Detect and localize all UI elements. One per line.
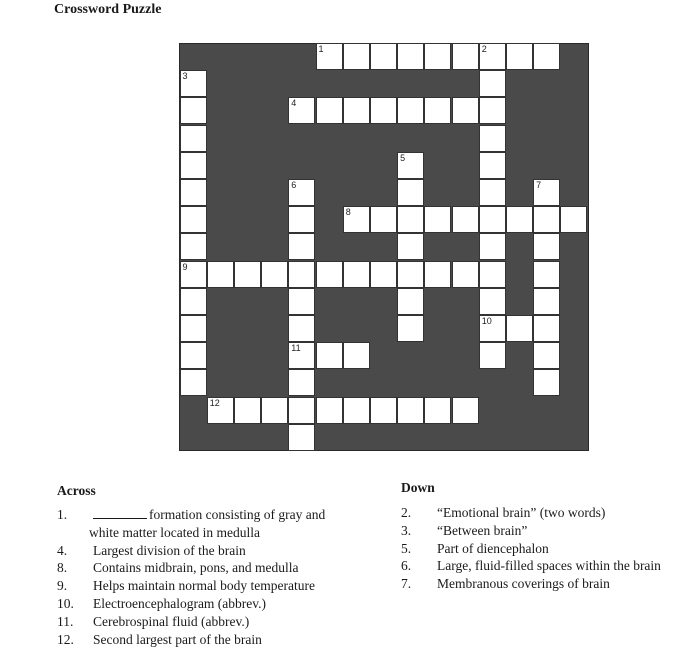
grid-cell[interactable] [180,369,207,396]
clue-text: formation consisting of gray and [149,507,326,522]
grid-cell[interactable] [452,397,479,424]
grid-cell[interactable] [479,97,506,124]
cell-number: 9 [182,261,188,272]
grid-cell[interactable] [533,233,560,260]
grid-cell[interactable] [180,206,207,233]
down-heading: Down [401,480,435,495]
clue-number: 1. [57,507,68,522]
grid-cell[interactable] [180,97,207,124]
grid-cell[interactable] [479,315,506,342]
grid-cell[interactable] [370,261,397,288]
clue-number: 8. [57,560,68,576]
grid-cell[interactable] [424,206,451,233]
crossword-grid [179,43,589,451]
grid-cell[interactable] [506,206,533,233]
clue-text-wrap [93,506,325,524]
grid-cell[interactable] [533,261,560,288]
clue-number: 3. [401,522,412,538]
grid-cell[interactable] [288,261,315,288]
grid-cell[interactable] [424,397,451,424]
grid-cell[interactable] [316,397,343,424]
grid-cell[interactable] [479,206,506,233]
grid-cell[interactable] [316,342,343,369]
clue-text: “Between brain” [437,522,528,538]
grid-cell[interactable] [288,342,315,369]
grid-cell[interactable] [452,97,479,124]
clue-number: 7. [401,576,412,592]
grid-cell[interactable] [479,43,506,70]
grid-cell[interactable] [343,206,370,233]
clue-text: Helps maintain normal body temperature [93,578,315,594]
grid-cell[interactable] [397,179,424,206]
clue-text: Part of diencephalon [437,540,549,556]
grid-cell[interactable] [397,206,424,233]
grid-cell[interactable] [452,206,479,233]
clue-number: 10. [57,596,74,611]
grid-cell[interactable] [424,43,451,70]
grid-cell[interactable] [452,261,479,288]
grid-cell[interactable] [288,315,315,342]
grid-cell[interactable] [479,261,506,288]
grid-cell[interactable] [479,179,506,206]
clue-text-wrap [93,631,262,649]
cell-number: 2 [481,44,487,54]
grid-cell[interactable] [180,233,207,260]
clue-text-wrap [93,542,246,560]
grid-cell[interactable] [316,261,343,288]
grid-cell[interactable] [397,397,424,424]
grid-cell[interactable] [479,125,506,152]
clue-number: 2. [401,505,412,520]
page-title: Crossword Puzzle [54,2,162,17]
grid-cell[interactable] [261,397,288,424]
grid-cell[interactable] [370,206,397,233]
grid-cell[interactable] [560,206,587,233]
grid-cell[interactable] [424,261,451,288]
cell-number: 11 [291,343,301,354]
grid-cell[interactable] [479,152,506,179]
clue-text: Largest division of the brain [93,542,246,558]
cell-number: 6 [291,180,297,190]
clue-number: 4. [57,542,68,558]
grid-cell[interactable] [506,315,533,342]
grid-cell[interactable] [180,261,207,288]
grid-cell[interactable] [288,179,315,206]
grid-cell[interactable] [180,70,207,97]
grid-cell[interactable] [343,97,370,124]
grid-cell[interactable] [288,424,315,451]
clue-text: Cerebrospinal fluid (abbrev.) [93,613,250,629]
grid-cell[interactable] [234,261,261,288]
grid-cell[interactable] [533,179,560,206]
grid-cell[interactable] [533,43,560,70]
grid-cell[interactable] [180,288,207,315]
grid-cell[interactable] [370,43,397,70]
grid-cell[interactable] [397,315,424,342]
grid-cell[interactable] [180,152,207,179]
cell-number: 10 [481,316,492,326]
grid-cell[interactable] [261,261,288,288]
cell-number: 7 [536,180,542,190]
grid-cell[interactable] [424,97,451,124]
grid-cell[interactable] [533,315,560,342]
grid-cell[interactable] [288,369,315,396]
grid-cell[interactable] [288,397,315,424]
grid-cell[interactable] [343,397,370,424]
grid-cell[interactable] [180,315,207,342]
clue-text: Membranous coverings of brain [437,576,610,592]
grid-cell[interactable] [207,397,234,424]
grid-cell[interactable] [343,342,370,369]
grid-cell[interactable] [316,97,343,124]
grid-cell[interactable] [343,261,370,288]
clue-text-wrap [437,504,605,522]
grid-cell[interactable] [397,43,424,70]
clue-number: 12. [57,631,74,647]
grid-cell[interactable] [397,288,424,315]
clue-number: 6. [401,558,412,574]
grid-cell[interactable] [479,342,506,369]
clue-text-wrap [437,557,661,575]
grid-cell[interactable] [370,397,397,424]
clue-number: 5. [401,540,412,556]
cell-number: 12 [209,397,220,408]
grid-cell[interactable] [533,288,560,315]
grid-cell[interactable] [180,179,207,206]
grid-cell[interactable] [397,97,424,124]
grid-cell[interactable] [180,342,207,369]
grid-cell[interactable] [343,43,370,70]
clue-text: Large, fluid-filled spaces within the brain [437,558,661,574]
across-heading: Across [57,483,96,498]
clue-text-wrap [93,613,249,631]
grid-cell[interactable] [234,397,261,424]
grid-cell[interactable] [397,152,424,179]
grid-cell[interactable] [288,97,315,124]
clue-text-wrap [93,595,266,613]
grid-cell[interactable] [397,261,424,288]
grid-cell[interactable] [288,206,315,233]
grid-cell[interactable] [370,97,397,124]
grid-cell[interactable] [533,206,560,233]
clue-text-wrap [437,575,610,593]
clue-text-wrap [437,540,549,558]
clue-text-wrap [93,559,298,577]
grid-cell[interactable] [506,43,533,70]
grid-cell[interactable] [288,233,315,260]
grid-cell[interactable] [533,342,560,369]
clue-number: 11. [57,613,74,629]
cell-number: 8 [345,207,351,218]
clue-text: Contains midbrain, pons, and medulla [93,560,299,576]
grid-cell[interactable] [180,125,207,152]
clue-number: 9. [57,578,68,594]
grid-cell[interactable] [479,288,506,315]
grid-cell[interactable] [288,288,315,315]
grid-cell[interactable] [479,70,506,97]
cell-number: 5 [400,152,406,163]
clue-text: Second largest part of the brain [93,631,262,647]
cell-number: 4 [291,98,297,109]
clue-text: “Emotional brain” (two words) [437,505,606,520]
clue-text-wrap [93,577,315,595]
answer-blank [93,518,147,519]
cell-number: 1 [318,44,324,54]
cell-number: 3 [182,71,188,82]
grid-cell[interactable] [452,43,479,70]
clue-text-wrap [437,522,527,540]
grid-cell[interactable] [316,43,343,70]
clue-text: Electroencephalogram (abbrev.) [93,596,267,611]
across-clue-continuation: white matter located in medulla [89,524,260,540]
grid-cell[interactable] [207,261,234,288]
grid-cell[interactable] [533,369,560,396]
grid-cell[interactable] [479,233,506,260]
grid-cell[interactable] [397,233,424,260]
